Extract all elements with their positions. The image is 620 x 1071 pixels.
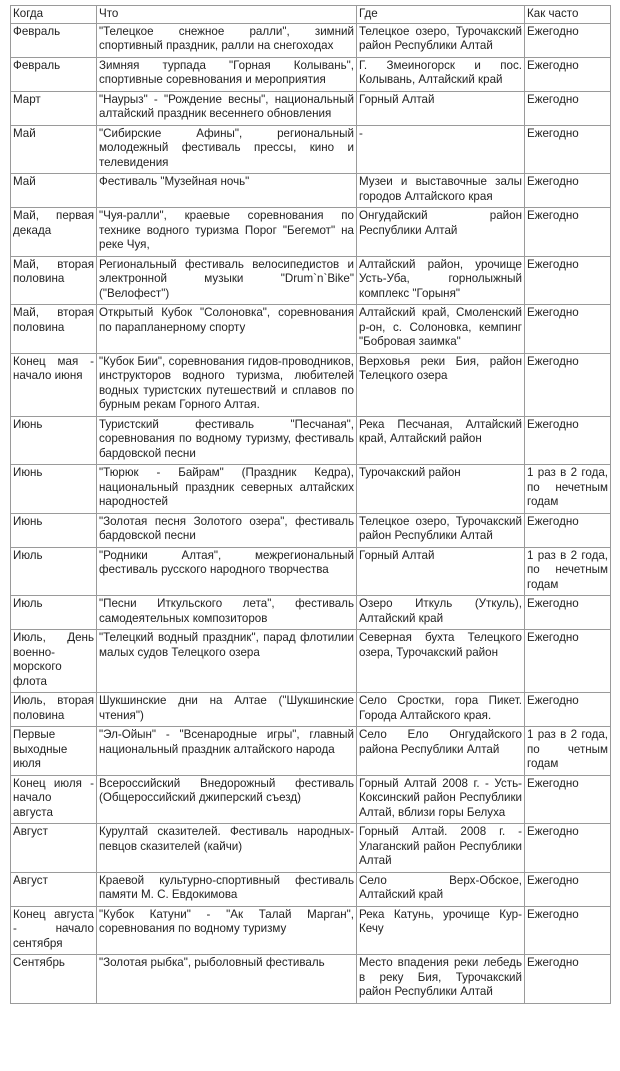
cell-what: Региональный фестиваль велосипедистов и электронной музыки "Drum`n`Bike" ("Велофест") (97, 256, 357, 305)
table-body (11, 23, 611, 1003)
table-row (11, 57, 611, 91)
cell-where: Озеро Иткуль (Уткуль), Алтайский край (357, 596, 525, 630)
cell-what: "Наурыз" - "Рождение весны", национальный алтайский праздник весеннего обновления (97, 91, 357, 125)
cell-what: "Песни Иткульского лета", фестиваль самодеятельных композиторов (97, 596, 357, 630)
cell-where: Северная бухта Телецкого озера, Турочакский район (357, 630, 525, 693)
cell-when: Май, первая декада (11, 208, 97, 257)
table-row (11, 125, 611, 174)
cell-when: Май, вторая половина (11, 256, 97, 305)
cell-when: Конец августа - начало сентября (11, 906, 97, 955)
cell-when: Март (11, 91, 97, 125)
cell-frequency: Ежегодно (525, 208, 611, 257)
cell-what: Краевой культурно-спортивный фестиваль памяти М. С. Евдокимова (97, 872, 357, 906)
header-what: Что (97, 6, 357, 24)
cell-when: Май (11, 174, 97, 208)
cell-where: Горный Алтай 2008 г. - Усть-Коксинский район Республики Алтай, вблизи горы Белуха (357, 775, 525, 824)
cell-where: Музеи и выставочные залы городов Алтайского края (357, 174, 525, 208)
table-row (11, 547, 611, 596)
cell-frequency: Ежегодно (525, 305, 611, 354)
table-row (11, 824, 611, 873)
cell-what: "Телецкий водный праздник", парад флотилии малых судов Телецкого озера (97, 630, 357, 693)
header-where: Где (357, 6, 525, 24)
cell-frequency: Ежегодно (525, 906, 611, 955)
cell-frequency: 1 раз в 2 года, по четным годам (525, 727, 611, 776)
cell-what: "Чуя-ралли", краевые соревнования по технике водного туризма Порог "Бегемот" на реке Чуя, (97, 208, 357, 257)
cell-what: Открытый Кубок "Солоновка", соревнования по парапланерному спорту (97, 305, 357, 354)
cell-what: "Тюрюк - Байрам" (Праздник Кедра), национальный праздник северных алтайских народностей (97, 465, 357, 514)
cell-when: Июль, вторая половина (11, 693, 97, 727)
cell-what: "Родники Алтая", межрегиональный фестиваль русского народного творчества (97, 547, 357, 596)
table-row (11, 630, 611, 693)
cell-where: Горный Алтай. 2008 г. - Улаганский район Республики Алтай (357, 824, 525, 873)
table-row (11, 256, 611, 305)
cell-when: Сентябрь (11, 955, 97, 1004)
table-row (11, 174, 611, 208)
cell-frequency: Ежегодно (525, 174, 611, 208)
cell-frequency: Ежегодно (525, 91, 611, 125)
cell-when: Май, вторая половина (11, 305, 97, 354)
table-row (11, 906, 611, 955)
table-row (11, 955, 611, 1004)
cell-what: "Эл-Ойын" - "Всенародные игры", главный национальный праздник алтайского народа (97, 727, 357, 776)
cell-frequency: Ежегодно (525, 353, 611, 416)
cell-frequency: Ежегодно (525, 872, 611, 906)
cell-when: Июнь (11, 416, 97, 465)
cell-where: Село Ело Онгудайского района Республики Алтай (357, 727, 525, 776)
table-row (11, 775, 611, 824)
cell-where: Река Песчаная, Алтайский край, Алтайский район (357, 416, 525, 465)
cell-when: Август (11, 872, 97, 906)
cell-frequency: Ежегодно (525, 824, 611, 873)
table-row (11, 693, 611, 727)
cell-where: Онгудайский район Республики Алтай (357, 208, 525, 257)
cell-frequency: 1 раз в 2 года, по нечетным годам (525, 547, 611, 596)
table-row (11, 91, 611, 125)
table-row (11, 513, 611, 547)
cell-frequency: Ежегодно (525, 955, 611, 1004)
cell-frequency: Ежегодно (525, 693, 611, 727)
cell-frequency: Ежегодно (525, 775, 611, 824)
cell-where: Место впадения реки лебедь в реку Бия, Турочакский район Республики Алтай (357, 955, 525, 1004)
table-row (11, 416, 611, 465)
cell-when: Конец мая - начало июня (11, 353, 97, 416)
cell-what: "Телецкое снежное ралли", зимний спортивный праздник, ралли на снегоходах (97, 23, 357, 57)
cell-when: Июль, День военно-морского флота (11, 630, 97, 693)
cell-what: "Кубок Бии", соревнования гидов-проводников, инструкторов водного туризма, любителей водных туристских путешествий и сплавов по бурным рекам Горного Алтая. (97, 353, 357, 416)
cell-where: Г. Змеиногорск и пос. Колывань, Алтайский край (357, 57, 525, 91)
cell-when: Май (11, 125, 97, 174)
cell-where: Река Катунь, урочище Кур-Кечу (357, 906, 525, 955)
cell-when: Конец июля - начало августа (11, 775, 97, 824)
cell-what: Зимняя турпада "Горная Колывань", спортивные соревнования и мероприятия (97, 57, 357, 91)
cell-frequency: Ежегодно (525, 596, 611, 630)
table-row (11, 596, 611, 630)
cell-where: Телецкое озеро, Турочакский район Республики Алтай (357, 23, 525, 57)
cell-what: "Сибирские Афины", региональный молодежный фестиваль прессы, кино и телевидения (97, 125, 357, 174)
cell-frequency: Ежегодно (525, 630, 611, 693)
cell-frequency: Ежегодно (525, 57, 611, 91)
cell-when: Февраль (11, 57, 97, 91)
cell-when: Август (11, 824, 97, 873)
cell-where: Село Верх-Обское, Алтайский край (357, 872, 525, 906)
table-row (11, 872, 611, 906)
cell-when: Первые выходные июля (11, 727, 97, 776)
cell-when: Июль (11, 596, 97, 630)
cell-where: Телецкое озеро, Турочакский район Республики Алтай (357, 513, 525, 547)
cell-what: Туристский фестиваль "Песчаная", соревнования по водному туризму, фестиваль бардовской песни (97, 416, 357, 465)
cell-frequency: Ежегодно (525, 256, 611, 305)
cell-frequency: Ежегодно (525, 23, 611, 57)
cell-what: Всероссийский Внедорожный фестиваль (Общероссийский джиперский съезд) (97, 775, 357, 824)
table-row (11, 208, 611, 257)
header-when: Когда (11, 6, 97, 24)
cell-where: Горный Алтай (357, 91, 525, 125)
events-table (10, 5, 611, 1004)
cell-when: Июнь (11, 465, 97, 514)
cell-what: Курултай сказителей. Фестиваль народных-певцов сказителей (кайчи) (97, 824, 357, 873)
cell-what: Шукшинские дни на Алтае ("Шукшинские чтения") (97, 693, 357, 727)
cell-where: Турочакский район (357, 465, 525, 514)
cell-when: Июнь (11, 513, 97, 547)
cell-frequency: Ежегодно (525, 513, 611, 547)
cell-when: Февраль (11, 23, 97, 57)
table-header-row (11, 6, 611, 24)
table-row (11, 305, 611, 354)
cell-frequency: 1 раз в 2 года, по нечетным годам (525, 465, 611, 514)
cell-where: Село Сростки, гора Пикет. Города Алтайского края. (357, 693, 525, 727)
table-row (11, 353, 611, 416)
cell-frequency: Ежегодно (525, 416, 611, 465)
cell-where: Алтайский район, урочище Усть-Уба, горнолыжный комплекс "Горыня" (357, 256, 525, 305)
cell-where: Верховья реки Бия, район Телецкого озера (357, 353, 525, 416)
table-row (11, 23, 611, 57)
cell-where: Алтайский край, Смоленский р-он, с. Солоновка, кемпинг "Бобровая заимка" (357, 305, 525, 354)
cell-when: Июль (11, 547, 97, 596)
cell-what: Фестиваль "Музейная ночь" (97, 174, 357, 208)
header-frequency: Как часто (525, 6, 611, 24)
table-row (11, 727, 611, 776)
cell-what: "Кубок Катуни" - "Ак Талай Марган", соревнования по водному туризму (97, 906, 357, 955)
cell-what: "Золотая песня Золотого озера", фестиваль бардовской песни (97, 513, 357, 547)
cell-frequency: Ежегодно (525, 125, 611, 174)
cell-where: Горный Алтай (357, 547, 525, 596)
cell-what: "Золотая рыбка", рыболовный фестиваль (97, 955, 357, 1004)
cell-where: - (357, 125, 525, 174)
table-row (11, 465, 611, 514)
